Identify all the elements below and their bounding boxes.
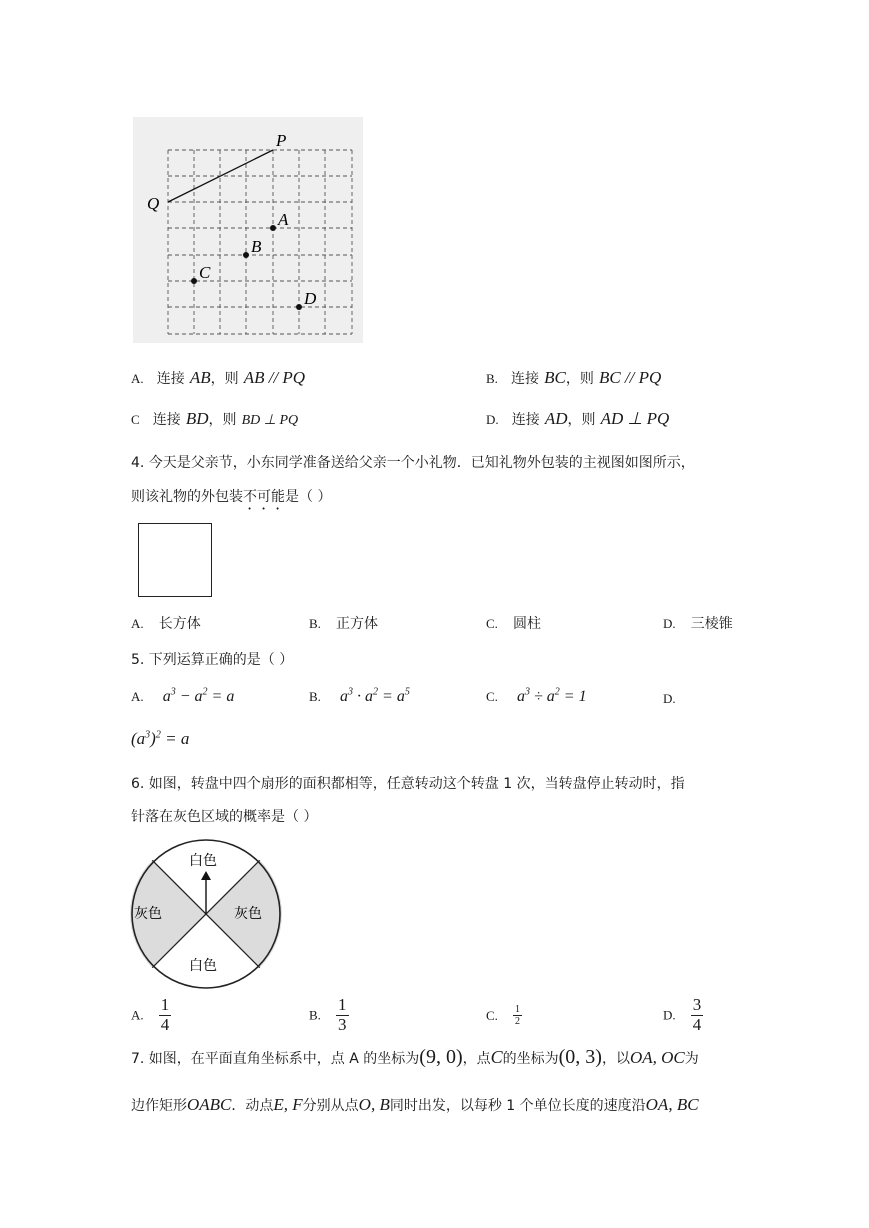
point-d [296,304,302,310]
point-a [270,225,276,231]
label-q: Q [147,194,160,213]
q4-option-d[interactable] [663,613,733,633]
q4-emphasis-text: 不可能 [243,489,285,505]
option-math: BD [185,409,209,428]
spinner-svg [130,838,282,990]
option-math: $a^3 \cdot a^2 = a^5$ [340,686,410,705]
grid-svg [133,117,363,343]
q5-option-d[interactable] [663,688,676,707]
option-sep: ，则 [208,412,237,428]
pointer-arrowhead [201,871,211,880]
label-c: C [199,263,211,282]
option-text: 三棱锥 [690,616,733,632]
q4-stem-text: 是（ ） [285,489,332,505]
front-view-square [138,523,212,597]
option-label: B. [309,616,321,631]
option-text: 圆柱 [513,616,542,632]
q4-option-c[interactable] [486,613,541,633]
point-b [243,252,249,258]
q6-stem-line2: 针落在灰色区域的概率是（ ） [131,809,318,825]
label-d: D [304,289,317,308]
q3-option-b[interactable] [486,368,661,388]
option-math: BC // PQ [598,368,662,387]
option-text: 正方体 [336,616,379,632]
option-label: A. [131,689,144,704]
option-label: C. [486,689,498,704]
spinner-figure [130,838,282,990]
option-label: D. [663,691,676,706]
option-fraction: $\frac{1}{2}$ [515,1004,521,1027]
q6-option-b[interactable] [309,996,349,1034]
q5-stem: 5. 下列运算正确的是（ ） [131,652,294,668]
option-label: C. [486,616,498,631]
option-label: C. [486,1008,498,1023]
option-label: D. [486,412,499,427]
grid-figure [133,117,363,343]
option-math: BC [544,368,566,387]
q5-option-a[interactable] [131,686,234,706]
q3-option-a[interactable] [131,368,305,388]
option-label: D. [663,1007,676,1023]
sector-label-right: 灰色 [234,906,262,922]
option-label: B. [309,689,321,704]
option-fraction: $\frac{1}{4}$ [160,995,170,1034]
option-text: 连接 [511,371,540,387]
option-label: D. [663,616,676,631]
option-label: A. [131,616,144,631]
q7-stem-line1: 7. 如图，在平面直角坐标系中，点 A 的坐标为(9, 0)，点C的坐标为(0, 3)，以OA, OC为 [131,1046,699,1068]
option-label: A. [131,1007,144,1023]
sector-label-top: 白色 [189,853,217,869]
option-math: AD [544,409,568,428]
option-fraction: $\frac{3}{4}$ [692,995,702,1034]
q4-stem-line2 [131,486,331,513]
q6-option-d[interactable] [663,996,703,1034]
q5-option-c[interactable] [486,686,587,706]
q5-option-b[interactable] [309,686,410,706]
label-p: P [276,131,287,150]
option-math: BD ⊥ PQ [241,413,299,428]
label-b: B [251,237,262,256]
option-sep: ，则 [210,371,239,387]
q4-option-b[interactable] [309,613,378,633]
option-math: $a^3 - a^2 = a$ [162,686,235,705]
q4-option-a[interactable] [131,613,201,633]
q5-option-d-math: $(a^3)^2 = a$ [131,729,190,748]
option-label: B. [309,1007,321,1023]
option-text: 长方体 [158,616,201,632]
option-math: AD ⊥ PQ [600,409,670,428]
option-math: $a^3 \div a^2 = 1$ [517,686,587,705]
option-sep: ，则 [565,371,594,387]
q7-stem-line2: 边作矩形OABC．动点E, F分别从点O, B同时出发，以每秒 1 个单位长度的速度沿OA, BC [131,1095,699,1114]
option-text: 连接 [511,412,540,428]
q4-stem-line1: 4. 今天是父亲节，小东同学准备送给父亲一个小礼物．已知礼物外包装的主视图如图所示， [131,455,695,471]
q6-stem-line1: 6. 如图，转盘中四个扇形的面积都相等，任意转动这个转盘 1 次，当转盘停止转动时，指 [131,776,685,792]
sector-label-left: 灰色 [134,906,162,922]
label-a: A [278,210,289,229]
q6-option-c[interactable] [486,1004,522,1027]
q3-option-d[interactable] [486,409,669,429]
option-label: C [131,412,140,427]
point-c [191,278,197,284]
sector-label-bottom: 白色 [189,958,217,974]
q3-option-c[interactable] [131,409,298,429]
option-sep: ，则 [567,412,596,428]
q4-stem-text: 则该礼物的外包装 [131,489,243,505]
option-math: AB [189,368,211,387]
option-text: 连接 [156,371,185,387]
option-label: A. [131,371,144,386]
option-text: 连接 [152,412,181,428]
q6-option-a[interactable] [131,996,171,1034]
option-fraction: $\frac{1}{3}$ [338,995,347,1034]
option-math: AB // PQ [243,368,306,387]
option-label: B. [486,371,498,386]
